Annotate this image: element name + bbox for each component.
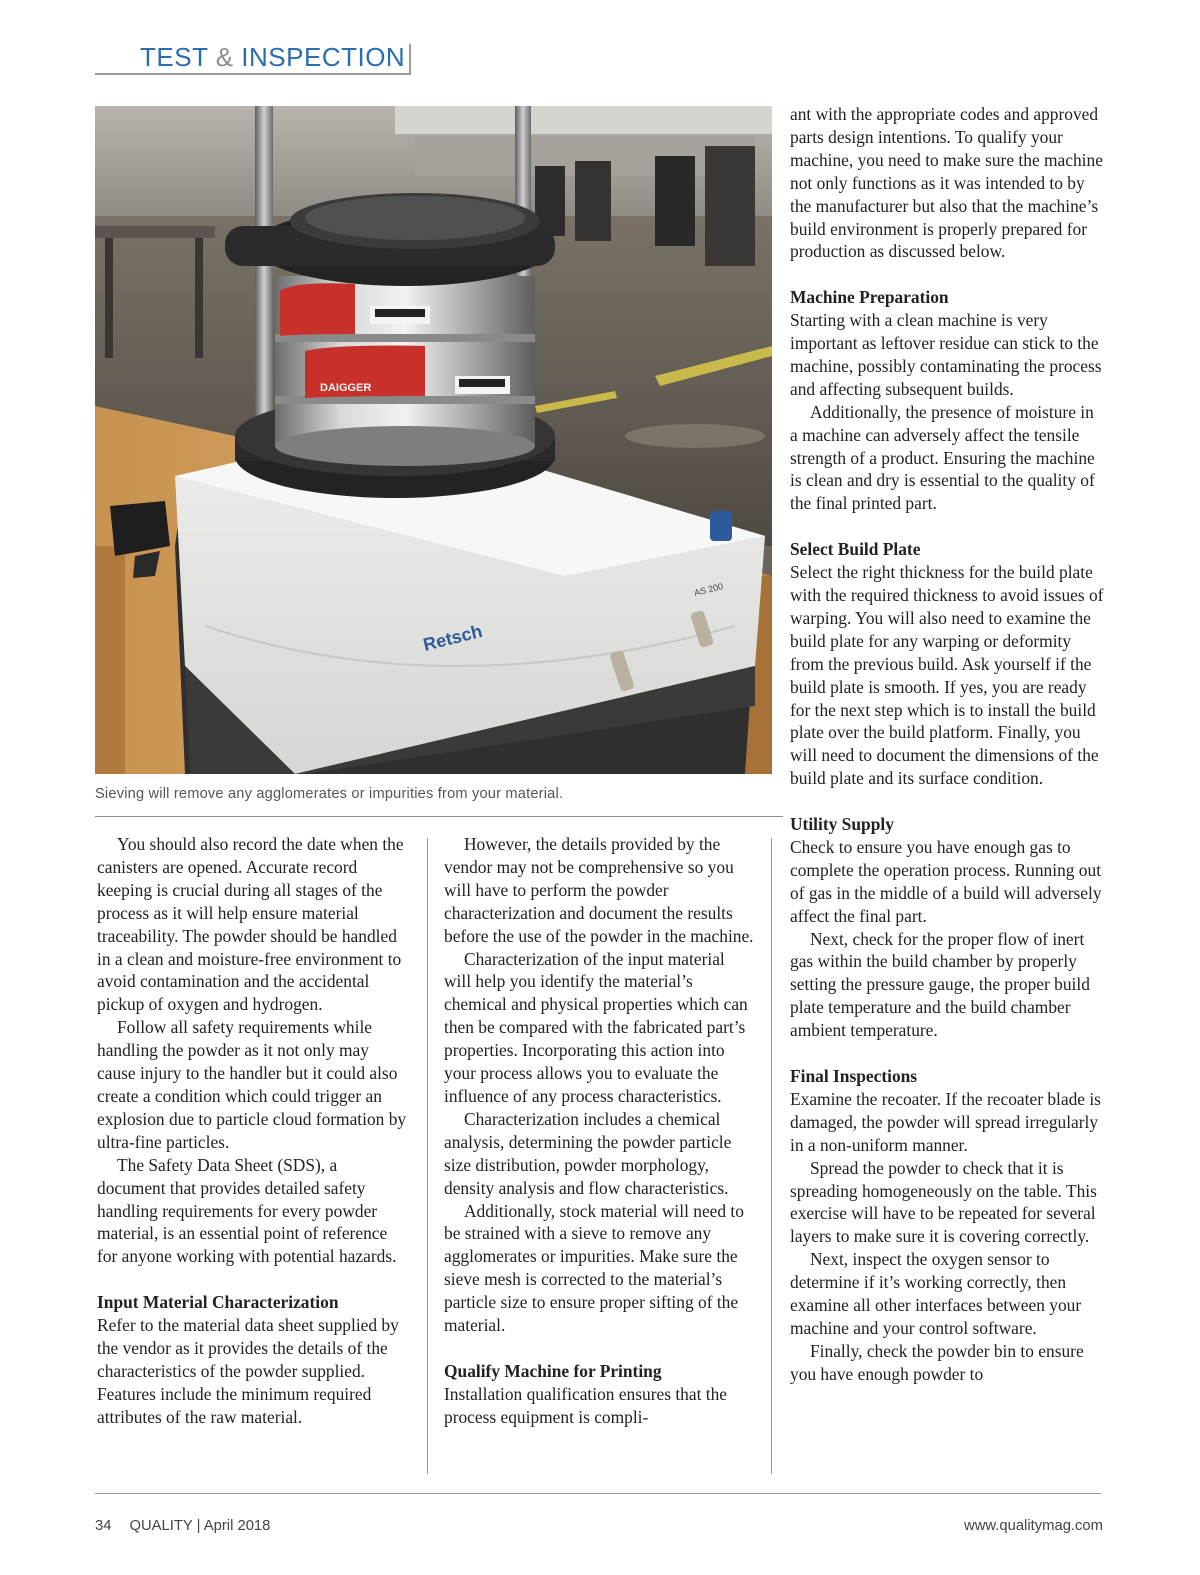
website-url[interactable]: www.qualitymag.com <box>964 1518 1103 1534</box>
column-divider <box>427 838 428 1474</box>
subheading: Machine Preparation <box>790 287 949 308</box>
paragraph: Installation qualification ensures that the process equipment is compli- <box>444 1383 727 1427</box>
section-title: TEST & INSPECTION <box>140 42 406 72</box>
page-number: 34 <box>95 1518 112 1534</box>
model-label: AS 200 <box>693 581 725 598</box>
paragraph: Starting with a clean machine is very important as leftover residue can stick to the machine, possibly contaminating the process and affecting subsequent builds. <box>790 310 1102 399</box>
retsch-logo: Retsch <box>421 620 485 655</box>
paragraph: Refer to the material data sheet supplied by the vendor as it provides the details of the characteristics of the powder supplied. Features include the minimum required attributes of the raw material. <box>97 1315 399 1427</box>
paragraph: Spread the powder to check that it is spreading homogeneously on the table. This exercise will have to be repeated for several layers to make sure it is covering correctly. <box>790 1157 1097 1247</box>
sieve-shaker-photo <box>95 106 772 774</box>
section-header <box>95 44 411 75</box>
paragraph: Follow all safety requirements while handling the powder as it not only may cause injury to the handler but it could also create a condition which could trigger an explosion due to particle cloud formation by ultra-fine particles. <box>97 1017 407 1152</box>
paragraph: Additionally, stock material will need to be strained with a sieve to remove any agglomerates or impurities. Make sure the sieve mesh is corrected to the material’s particle size to ensure proper sifting of the material. <box>444 1200 744 1336</box>
paragraph: The Safety Data Sheet (SDS), a document that provides detailed safety handling requirements for every powder material, is an essential point of reference for anyone working with potential hazards. <box>97 1154 397 1267</box>
footer-info: 34 QUALITY | April 2018 <box>95 1518 271 1534</box>
paragraph: Check to ensure you have enough gas to complete the operation process. Running out of gas in the middle of a build will adversely affect the final part. <box>790 836 1102 926</box>
column-divider <box>771 838 772 1474</box>
paragraph: Select the right thickness for the build plate with the required thickness to avoid issues of warping. You will also need to examine the build plate for any warping or deformity from the previous build. Ask yourself if the build plate is smooth. If yes, you are ready for the next step which is to install the build plate over the build platform. Finally, you will need to document the dimensions of the build plate and its surface condition. <box>790 562 1104 789</box>
subheading: Utility Supply <box>790 814 894 835</box>
paragraph: Characterization of the input material will help you identify the material’s chemical and physical properties which can then be compared with the fabricated part’s properties. Incorporating this action into your process allows you to evaluate the influence of any process characteristics. <box>444 948 748 1106</box>
column-1 <box>97 833 409 1429</box>
subheading: Final Inspections <box>790 1066 918 1086</box>
magazine-name: QUALITY <box>129 1518 193 1534</box>
column-2 <box>444 833 756 1429</box>
daigger-label: DAIGGER <box>320 382 372 394</box>
paragraph: Additionally, the presence of moisture in a machine can adversely affect the tensile strength of a product. Ensuring the machine is clean and dry is essential to the quality of the final printed part. <box>790 401 1095 514</box>
paragraph: Characterization includes a chemical analysis, determining the powder particle size distribution, powder morphology, density analysis and flow characteristics. <box>444 1108 732 1198</box>
paragraph: Next, check for the proper flow of inert gas within the build chamber by properly setting the pressure gauge, the proper build plate temperature and the build chamber ambient temperature. <box>790 928 1090 1041</box>
subheading: Qualify Machine for Printing <box>444 1360 662 1381</box>
issue-date: April 2018 <box>203 1518 271 1534</box>
column-3 <box>790 103 1104 1386</box>
paragraph: Finally, check the powder bin to ensure you have enough powder to <box>790 1340 1084 1384</box>
paragraph: However, the details provided by the vendor may not be comprehensive so you will have to perform the powder characterization and document the results before the use of the powder in the machine. <box>444 834 754 946</box>
paragraph: Examine the recoater. If the recoater blade is damaged, the powder will spread irregularly in a non-uniform manner. <box>790 1088 1101 1155</box>
caption-divider <box>95 816 783 817</box>
paragraph: ant with the appropriate codes and approved parts design intentions. To qualify your machine, you need to make sure the machine not only functions as it was intended to by the manufacturer but also that the machine’s build environment is properly prepared for production as discussed below. <box>790 104 1103 262</box>
footer-divider <box>95 1493 1101 1494</box>
subheading: Input Material Characterization <box>97 1292 339 1313</box>
figure-caption: Sieving will remove any agglomerates or impurities from your material. <box>95 786 564 802</box>
subheading: Select Build Plate <box>790 539 921 560</box>
paragraph: You should also record the date when the canisters are opened. Accurate record keeping is crucial during all stages of the process as it will help ensure material traceability. The powder should be handled in a clean and moisture-free environment to avoid contamination and the accidental pickup of oxygen and hydrogen. <box>97 834 404 1015</box>
paragraph: Next, inspect the oxygen sensor to determine if it’s working correctly, then examine all other interfaces between your machine and your control software. <box>790 1249 1082 1338</box>
